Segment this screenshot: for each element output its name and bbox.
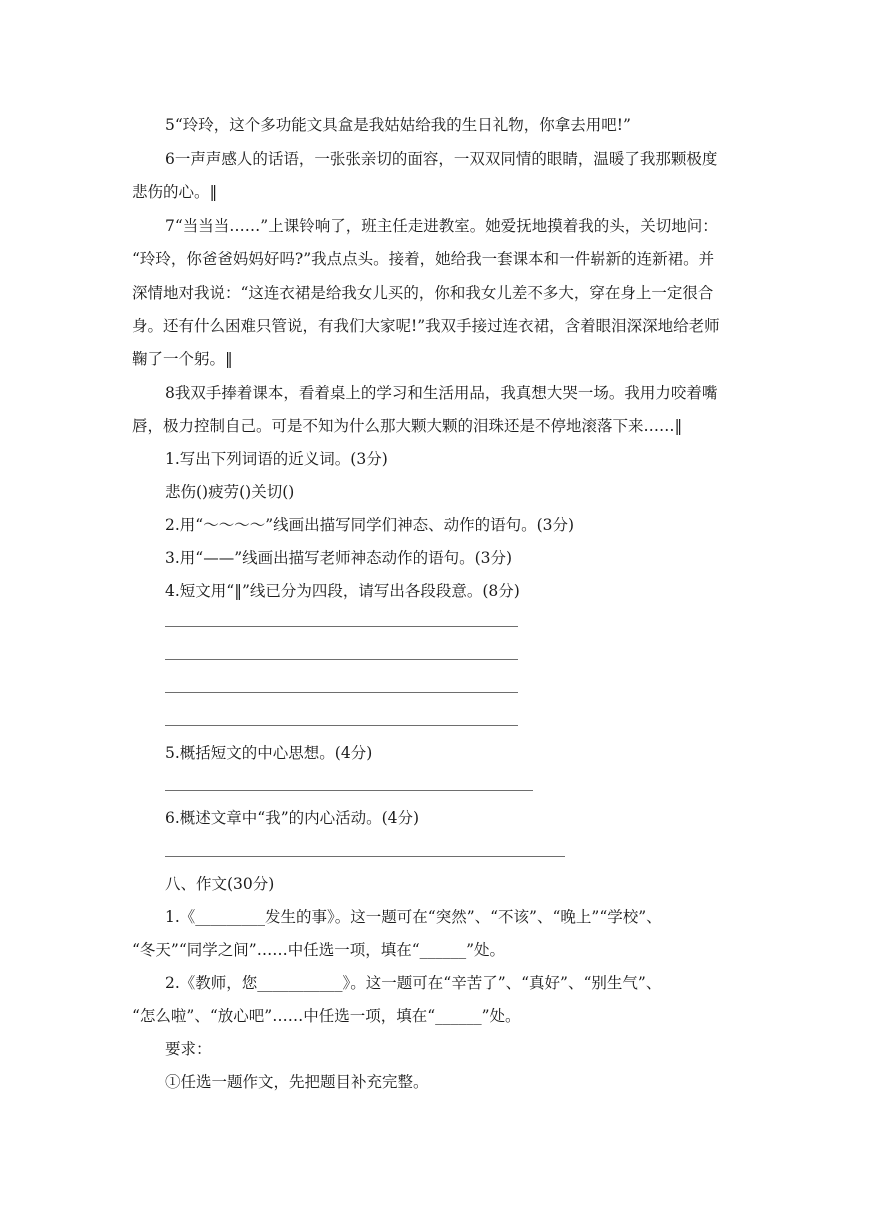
paragraph-7-line-5: 鞠了一个躬。‖ [132,350,233,368]
question-3: 3.用“——”线画出描写老师神态动作的语句。(3分) [165,549,513,567]
answer-line [165,856,565,857]
paragraph-5: 5“玲玲，这个多功能文具盒是我姑姑给我的生日礼物，你拿去用吧!” [165,116,631,134]
paragraph-8-line-1: 8我双手捧着课本，看着桌上的学习和生活用品，我真想大哭一场。我用力咬着嘴 [165,384,718,402]
answer-line [165,692,518,693]
requirements-label: 要求： [165,1040,212,1058]
question-6: 6.概述文章中“我”的内心活动。(4分) [165,809,420,827]
composition-option-2-line-2: “怎么啦”、“放心吧”……中任选一项，填在“______”处。 [132,1007,521,1025]
question-1: 1.写出下列词语的近义词。(3分) [165,450,388,468]
paragraph-7-line-2: “玲玲，你爸爸妈妈好吗?”我点点头。接着，她给我一套课本和一件崭新的连新裙。并 [132,250,715,268]
section-heading: 八、作文(30分) [165,875,275,893]
composition-option-2-line-1: 2.《教师，您___________》。这一题可在“辛苦了”、“真好”、“别生气”、 [165,974,662,992]
answer-line [165,626,518,627]
answer-line [165,659,518,660]
paragraph-6-line-1: 6一声声感人的话语，一张张亲切的面容，一双双同情的眼睛，温暖了我那颗极度 [165,150,718,168]
composition-option-1-line-2: “冬天”“同学之间”……中任选一项，填在“______”处。 [132,941,506,959]
paragraph-7-line-4: 身。还有什么困难只管说，有我们大家呢!”我双手接过连衣裙，含着眼泪深深地给老师 [132,317,720,335]
question-2: 2.用“～～～～”线画出描写同学们神态、动作的语句。(3分) [165,516,575,534]
paragraph-7-line-3: 深情地对我说：“这连衣裙是给我女儿买的，你和我女儿差不多大，穿在身上一定很合 [132,284,714,302]
requirement-1: ①任选一题作文，先把题目补充完整。 [165,1073,429,1091]
paragraph-7-line-1: 7“当当当……”上课铃响了，班主任走进教室。她爱抚地摸着我的头，关切地问： [165,217,718,235]
question-4: 4.短文用“‖”线已分为四段，请写出各段段意。(8分) [165,582,520,600]
composition-option-1-line-1: 1.《_________发生的事》。这一题可在“突然”、“不该”、“晚上”“学校”、 [165,908,662,926]
paragraph-8-line-2: 唇，极力控制自己。可是不知为什么那大颗大颗的泪珠还是不停地滚落下来……‖ [132,417,683,435]
paragraph-6-line-2: 悲伤的心。‖ [132,183,218,201]
answer-line [165,790,533,791]
question-1-words: 悲伤()疲劳()关切() [165,483,295,501]
answer-line [165,725,518,726]
question-5: 5.概括短文的中心思想。(4分) [165,744,373,762]
